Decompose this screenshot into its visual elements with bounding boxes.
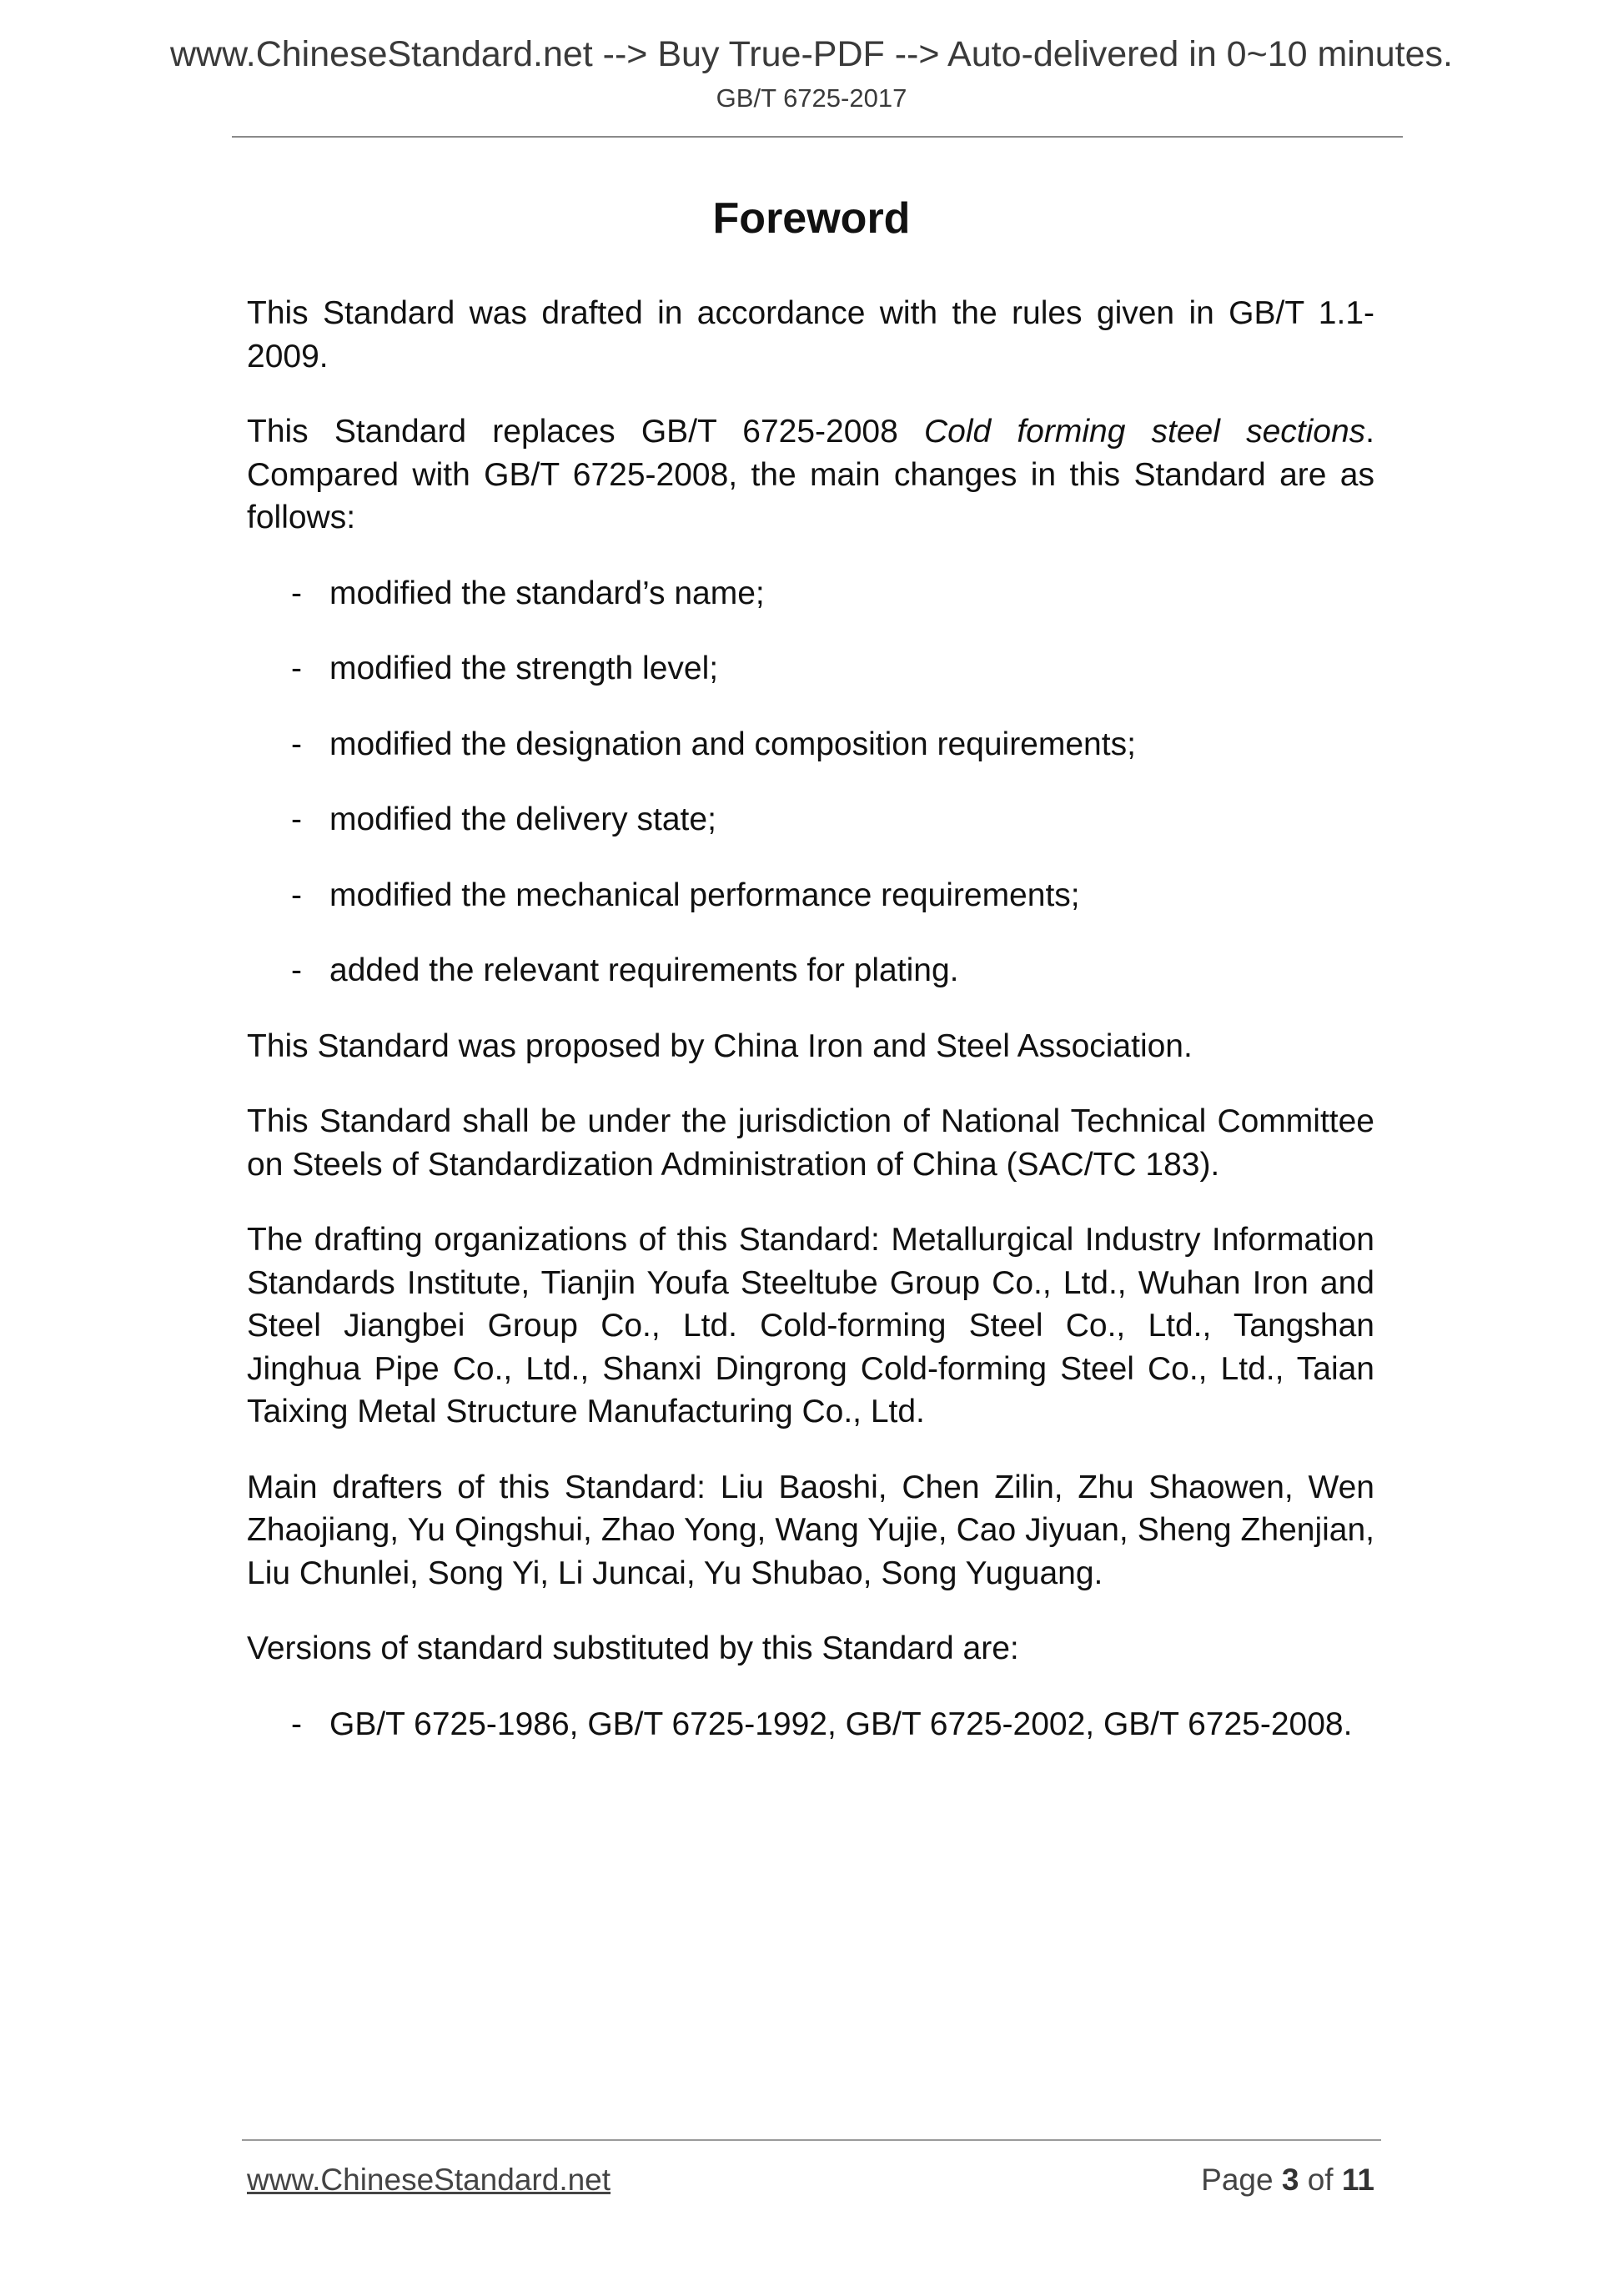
paragraph-drafting-organizations: The drafting organizations of this Standard: Metallurgical Industry Information Standards Institute, Tianjin Youfa Steeltube Group Co., Ltd., Wuhan Iron and Steel Jiangbei Group Co., Ltd. Cold-forming Steel Co., Ltd., Tangshan Jinghua Pipe Co., Ltd., Shanxi Dingrong Cold-forming Steel Co., Ltd., Taian Taixing Metal Structure Manufacturing Co., Ltd.	[247, 1222, 1374, 1429]
paragraph-main-drafters: Main drafters of this Standard: Liu Baoshi, Chen Zilin, Zhu Shaowen, Wen Zhaojiang, Yu Qingshui, Zhao Yong, Wang Yujie, Cao Jiyuan, Sheng Zhenjian, Liu Chunlei, Song Yi, Li Juncai, Yu Shubao, Song Yuguang.	[247, 1469, 1374, 1591]
replaced-standard-title: Cold forming steel sections	[923, 414, 1366, 450]
page-prefix: Page	[1201, 2163, 1282, 2197]
page-number	[1201, 2163, 1374, 2198]
dash-bullet: -	[291, 726, 302, 762]
list-item-text: modified the designation and composition requirements;	[329, 726, 1136, 762]
footer-website-link[interactable]: www.ChineseStandard.net	[247, 2163, 611, 2197]
paragraph-proposed-by: This Standard was proposed by China Iron and Steel Association.	[247, 1027, 1193, 1064]
list-item	[247, 949, 1374, 992]
list-item-text: modified the mechanical performance requirements;	[329, 877, 1080, 913]
header-banner: www.ChineseStandard.net --> Buy True-PDF --> Auto-delivered in 0~10 minutes.	[169, 34, 1453, 74]
paragraph-versions-intro: Versions of standard substituted by this Standard are:	[247, 1630, 1019, 1666]
list-item-text: modified the strength level;	[329, 651, 719, 686]
text: . Compared with GB/T 6725-2008, the main changes in this Standard are as follows:	[247, 414, 1374, 535]
list-item-text: added the relevant requirements for plating.	[329, 952, 959, 988]
dash-bullet: -	[291, 801, 302, 837]
paragraph-jurisdiction: This Standard shall be under the jurisdiction of National Technical Committee on Steels of Standardization Administration of China (SAC/TC 183).	[247, 1103, 1374, 1183]
header-divider	[232, 136, 1403, 138]
footer-divider	[242, 2139, 1381, 2141]
list-item-text: modified the standard’s name;	[329, 575, 765, 611]
page-total: 11	[1341, 2163, 1374, 2197]
list-item-text: modified the delivery state;	[329, 801, 716, 837]
list-item	[247, 1703, 1374, 1746]
paragraph-drafting-rules: This Standard was drafted in accordance with the rules given in GB/T 1.1-2009.	[247, 295, 1374, 374]
list-item	[247, 572, 1374, 615]
list-item	[247, 647, 1374, 691]
dash-bullet: -	[291, 877, 302, 913]
list-item-text: GB/T 6725-1986, GB/T 6725-1992, GB/T 6725-2002, GB/T 6725-2008.	[329, 1706, 1353, 1742]
page-of: of	[1299, 2163, 1342, 2197]
list-item	[247, 874, 1374, 917]
list-item	[247, 723, 1374, 766]
text: This Standard replaces GB/T 6725-2008	[247, 414, 924, 450]
paragraph-replaces	[247, 410, 1374, 540]
foreword-body	[247, 292, 1374, 1778]
dash-bullet: -	[291, 1706, 302, 1742]
dash-bullet: -	[291, 575, 302, 611]
list-item	[247, 798, 1374, 842]
page-current: 3	[1281, 2163, 1299, 2197]
page-title: Foreword	[712, 194, 911, 243]
dash-bullet: -	[291, 651, 302, 686]
dash-bullet: -	[291, 952, 302, 988]
standard-code: GB/T 6725-2017	[716, 83, 907, 113]
